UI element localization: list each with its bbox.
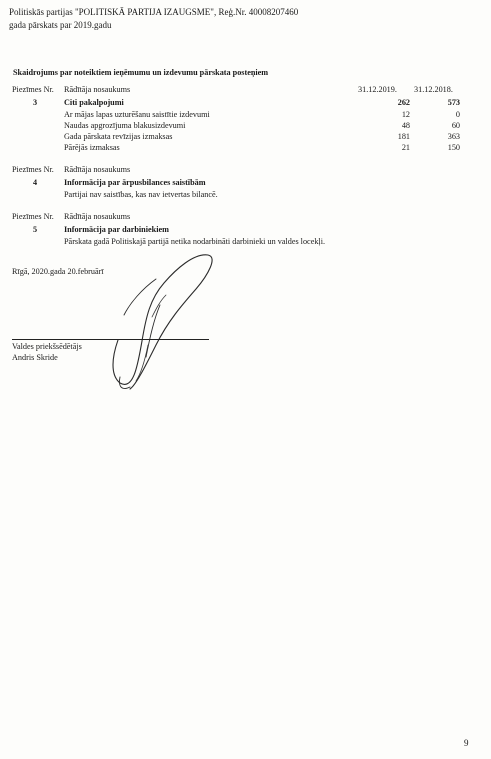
row-heading-employees: Informācija par darbiniekiem — [64, 225, 169, 234]
value-2019: 181 — [397, 132, 410, 141]
column-header-note-number: Piezīmes Nr. — [12, 212, 54, 221]
row-label: Gada pārskata revīzijas izmaksas — [64, 132, 173, 141]
row-label: Ar mājas lapas uzturēšanu saistītie izdevumi — [64, 110, 210, 119]
value-2018: 573 — [447, 98, 460, 107]
value-2019: 48 — [401, 121, 410, 130]
column-header-indicator-name: Rādītāja nosaukums — [64, 165, 131, 174]
value-2019: 21 — [401, 143, 410, 152]
row-heading-off-balance: Informācija par ārpusbilances saistībām — [64, 178, 206, 187]
signatory-name: Andris Skride — [12, 353, 58, 362]
page-number: 9 — [464, 738, 469, 748]
value-2018: 363 — [447, 132, 460, 141]
section-title: Skaidrojums par noteiktiem ieņēmumu un izdevumu pārskata posteņiem — [13, 68, 269, 77]
row-heading-other-services: Citi pakalpojumi — [64, 98, 124, 107]
note-text: Partijai nav saistības, kas nav ietvertas bilancē. — [64, 190, 218, 199]
signatory-role: Valdes priekšsēdētājs — [12, 342, 82, 351]
row-label: Naudas apgrozījuma blakusizdevumi — [64, 121, 186, 130]
note-number: 3 — [33, 98, 38, 107]
note-text: Pārskata gadā Politiskajā partijā netika nodarbināti darbinieki un valdes locekļi. — [64, 237, 326, 246]
column-header-indicator-name: Rādītāja nosaukums — [64, 85, 131, 94]
value-2019: 262 — [397, 98, 410, 107]
column-header-year-2018: 31.12.2018. — [414, 85, 453, 94]
place-and-date: Rīgā, 2020.gada 20.februārī — [12, 267, 104, 276]
value-2018: 60 — [451, 121, 460, 130]
column-header-note-number: Piezīmes Nr. — [12, 165, 54, 174]
value-2019: 12 — [401, 110, 410, 119]
value-2018: 0 — [455, 110, 460, 119]
document-header-title: Politiskās partijas "POLITISKĀ PARTIJA IZAUGSME", Reģ.Nr. 40008207460 — [9, 7, 299, 17]
column-header-year-2019: 31.12.2019. — [358, 85, 397, 94]
note-number: 5 — [33, 225, 38, 234]
document-header-subtitle: gada pārskats par 2019.gadu — [9, 20, 112, 30]
column-header-note-number: Piezīmes Nr. — [12, 85, 54, 94]
handwritten-signature — [90, 245, 230, 395]
signature-line — [12, 339, 209, 340]
column-header-indicator-name: Rādītāja nosaukums — [64, 212, 131, 221]
row-label: Pārējās izmaksas — [64, 143, 120, 152]
value-2018: 150 — [447, 143, 460, 152]
note-number: 4 — [33, 178, 38, 187]
